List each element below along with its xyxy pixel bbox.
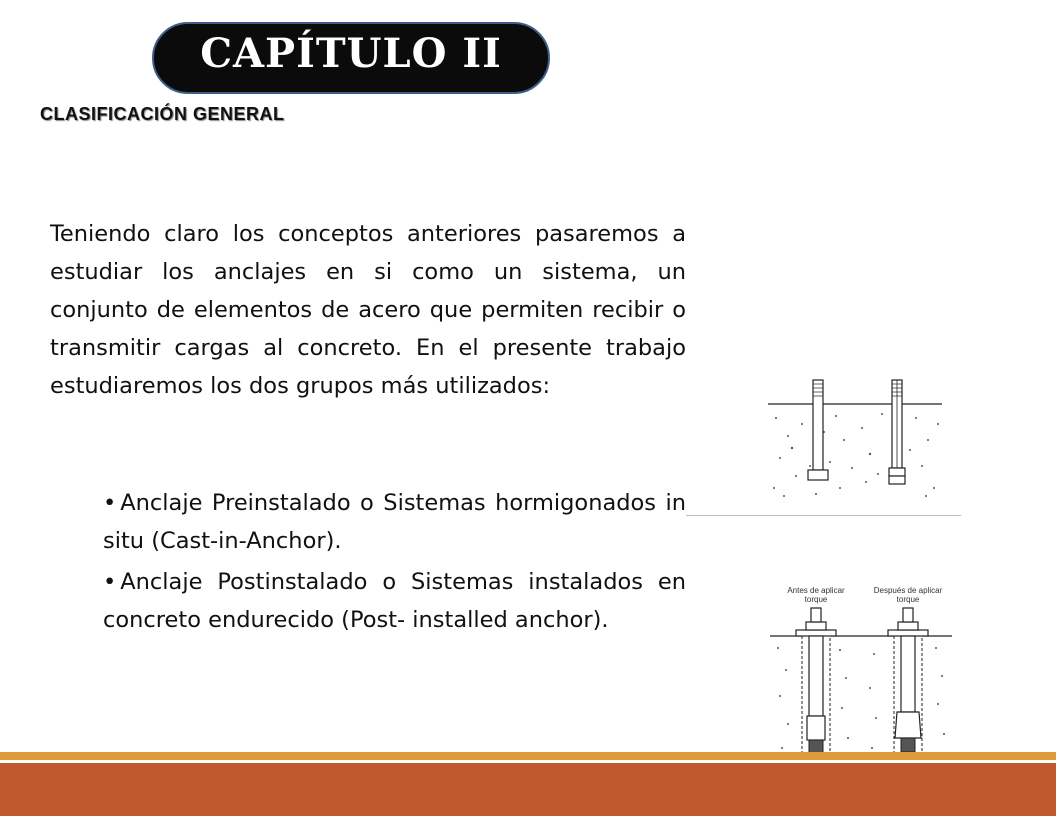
label-before-torque-line2: torque	[804, 595, 828, 604]
anchor-types-list	[103, 484, 686, 642]
chapter-title-banner	[152, 22, 550, 94]
label-after-torque-line2: torque	[896, 595, 920, 604]
divider-line	[686, 515, 961, 516]
chapter-title: CAPÍTULO II	[200, 30, 502, 77]
footer-bar	[0, 763, 1056, 816]
cast-in-anchor-illustration	[766, 378, 944, 500]
bullet-text-post-installed: Anclaje Postinstalado o Sistemas instalados en concreto endurecido (Post- installed anchor).	[103, 569, 686, 633]
bullet-text-cast-in: Anclaje Preinstalado o Sistemas hormigonados in situ (Cast-in-Anchor).	[103, 490, 686, 554]
list-item	[103, 563, 686, 639]
concrete-texture	[773, 413, 939, 497]
list-item	[103, 484, 686, 560]
post-installed-anchor-illustration	[766, 578, 956, 772]
label-after-torque-line1: Después de aplicar	[873, 586, 943, 595]
footer-accent-stripe	[0, 752, 1056, 760]
intro-paragraph: Teniendo claro los conceptos anteriores pasaremos a estudiar los anclajes en si como un sistema, un conjunto de elementos de acero que permiten recibir o transmitir cargas al concreto. En el presente trabajo estudiaremos los dos grupos más utilizados:	[50, 221, 686, 399]
label-before-torque-line1: Antes de aplicar	[787, 586, 845, 595]
section-subtitle: CLASIFICACIÓN GENERAL	[40, 104, 285, 124]
